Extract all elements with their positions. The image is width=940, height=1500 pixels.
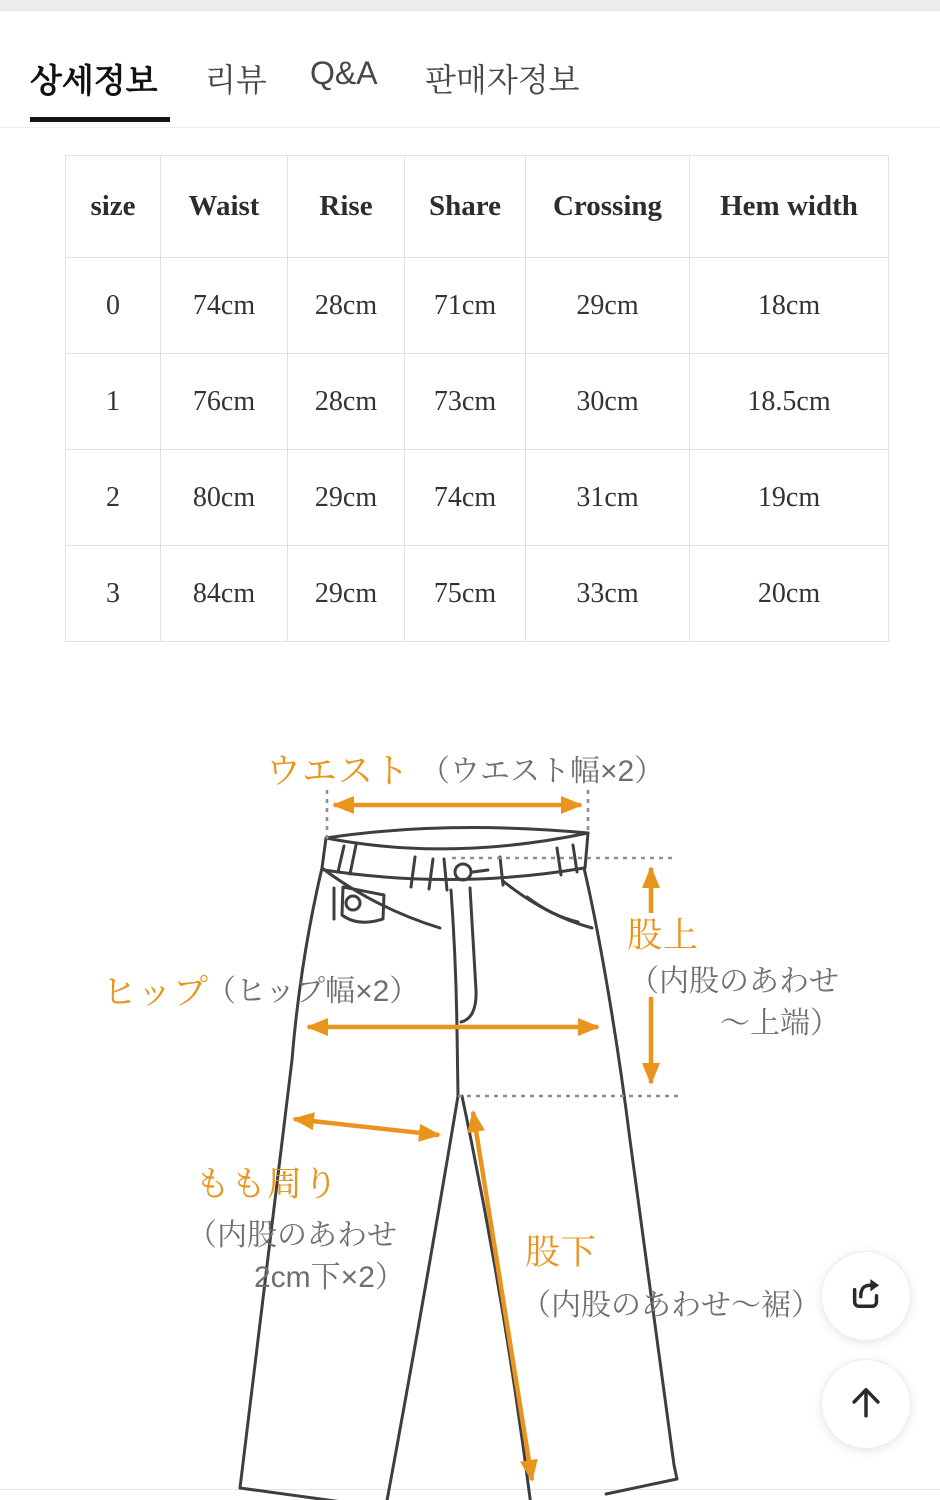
cell-share: 71cm (405, 258, 526, 354)
hip-label: ヒップ (102, 973, 209, 1012)
thigh-label: もも周り (195, 1165, 340, 1204)
arrow-up-icon (844, 1380, 888, 1429)
hip-sublabel: （ヒップ幅×2） (206, 975, 420, 1008)
waist-sublabel: （ウエスト幅×2） (420, 755, 665, 788)
cell-waist: 84cm (161, 546, 288, 642)
measurement-diagram (0, 700, 940, 1500)
share-button[interactable] (821, 1251, 911, 1341)
cell-size: 2 (66, 450, 161, 546)
cell-crossing: 31cm (526, 450, 690, 546)
active-tab-underline (30, 117, 170, 122)
cell-crossing: 29cm (526, 258, 690, 354)
cell-size: 3 (66, 546, 161, 642)
share-external-icon (845, 1273, 887, 1320)
inseam-label: 股下 (525, 1233, 598, 1272)
thigh-sublabel-1: （内股のあわせ (187, 1219, 397, 1252)
rise-sublabel-2: ～上端） (720, 1007, 840, 1040)
cell-rise: 29cm (288, 546, 405, 642)
thigh-sublabel-2: 2cm下×2） (254, 1261, 405, 1294)
cell-hemwidth: 20cm (690, 546, 889, 642)
column-header-waist: Waist (161, 156, 288, 258)
coin-pocket-button (346, 896, 360, 910)
status-bar-strip (0, 0, 940, 11)
table-row (66, 450, 889, 546)
inseam-sublabel: （内股のあわせ～裾） (521, 1289, 821, 1322)
pants-illustration (240, 828, 677, 1500)
waist-button (455, 864, 471, 880)
column-header-crossing: Crossing (526, 156, 690, 258)
thigh-arrow (294, 1119, 439, 1135)
table-row (66, 258, 889, 354)
waist-label: ウエスト (266, 752, 411, 791)
cell-crossing: 33cm (526, 546, 690, 642)
cell-hemwidth: 18cm (690, 258, 889, 354)
size-table-header-row (66, 156, 889, 258)
tab-qna[interactable]: Q&A (310, 55, 378, 91)
size-table (65, 155, 889, 642)
table-row (66, 546, 889, 642)
cell-share: 73cm (405, 354, 526, 450)
column-header-size: size (66, 156, 161, 258)
detail-tabbar (0, 11, 940, 128)
tab-reviews[interactable]: 리뷰 (205, 62, 267, 98)
cell-waist: 74cm (161, 258, 288, 354)
cell-size: 1 (66, 354, 161, 450)
measure-labels (102, 752, 840, 1322)
rise-sublabel-1: （内股のあわせ (629, 965, 839, 998)
cell-rise: 28cm (288, 354, 405, 450)
cell-hemwidth: 18.5cm (690, 354, 889, 450)
column-header-rise: Rise (288, 156, 405, 258)
cell-share: 74cm (405, 450, 526, 546)
table-row (66, 354, 889, 450)
rise-label: 股上 (627, 916, 700, 955)
tab-seller-info[interactable]: 판매자정보 (425, 62, 580, 98)
guide-dotted-lines (327, 790, 678, 1096)
cell-share: 75cm (405, 546, 526, 642)
column-header-share: Share (405, 156, 526, 258)
scroll-to-top-button[interactable] (821, 1359, 911, 1449)
cell-waist: 76cm (161, 354, 288, 450)
cell-size: 0 (66, 258, 161, 354)
tab-detail-info[interactable]: 상세정보 (30, 62, 158, 99)
cell-rise: 28cm (288, 258, 405, 354)
column-header-hemwidth: Hem width (690, 156, 889, 258)
cell-crossing: 30cm (526, 354, 690, 450)
cell-waist: 80cm (161, 450, 288, 546)
cell-hemwidth: 19cm (690, 450, 889, 546)
cell-rise: 29cm (288, 450, 405, 546)
